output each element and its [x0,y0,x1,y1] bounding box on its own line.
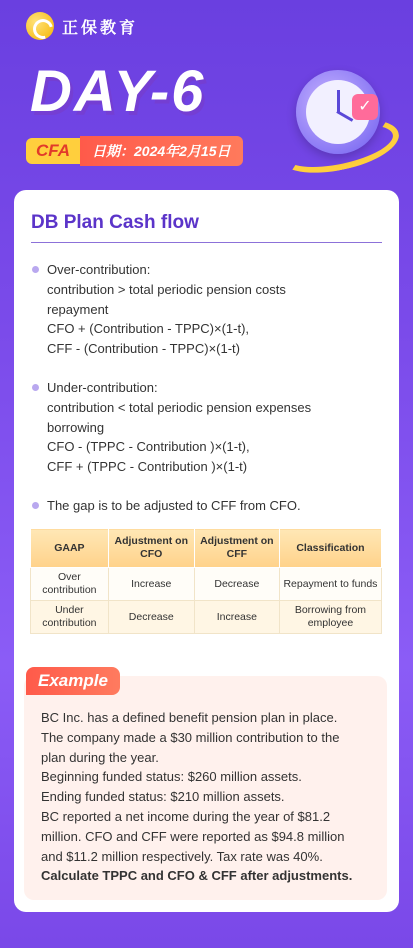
bullet-gap-note [31,496,382,516]
table-header-row [31,529,382,568]
bullet-line: CFO + (Contribution - TPPC)×(1-t), [47,321,250,337]
table-cell: Over contribution [31,568,109,601]
table-row [31,601,382,634]
example-line: plan during the year. [41,749,159,765]
bullet-line: borrowing [47,419,105,435]
table-cell: Decrease [194,568,279,601]
bullet-line: contribution < total periodic pension expenses [47,399,312,415]
title-divider [31,242,382,243]
example-line: and $11.2 million respectively. Tax rate was 40%. [41,848,323,864]
table-cell: Repayment to funds [279,568,381,601]
table-cell: Borrowing from employee [279,601,381,634]
table-cell: Decrease [108,601,194,634]
bullet-line: Under-contribution: [47,379,158,395]
bullet-over-contribution [31,260,382,359]
bullet-under-contribution [31,378,382,477]
brand-logo [26,12,138,40]
brand-logo-icon [26,12,54,40]
example-line: Ending funded status: $210 million assets. [41,789,285,805]
table-header-cell: Adjustment on CFF [194,529,279,568]
subject-date-tag [26,136,243,166]
adjustment-table [30,528,382,634]
bullet-line: CFO - (TPPC - Contribution )×(1-t), [47,439,250,455]
table-row [31,568,382,601]
content-card [14,190,399,912]
bullet-list [31,260,382,535]
clock-illustration-icon [290,60,390,160]
table-cell: Under contribution [31,601,109,634]
bullet-line: Over-contribution: [47,262,151,277]
example-text [41,708,381,886]
bullet-line: contribution > total periodic pension costs [47,281,286,297]
bullet-line: CFF + (TPPC - Contribution )×(1-t) [47,459,248,475]
example-line: BC reported a net income during the year of $81.2 [41,808,331,824]
example-line: The company made a $30 million contribution to the [41,729,340,745]
bullet-line: CFF - (Contribution - TPPC)×(1-t) [47,341,240,357]
bullet-line: The gap is to be adjusted to CFF from CFO. [47,497,301,513]
table-header-cell: Adjustment on CFO [108,529,194,568]
table-header-cell: GAAP [31,529,109,568]
example-question: Calculate TPPC and CFO & CFF after adjustments. [41,868,353,884]
check-icon: ✓ [352,94,378,120]
subject-tag: CFA [26,138,80,164]
brand-name: 正保教育 [62,19,139,37]
example-label: Example [26,667,120,695]
bullet-line: repayment [47,301,109,317]
section-title: DB Plan Cash flow [31,212,199,233]
date-label: 日期：2024年2月15日 [80,136,243,166]
table-header-cell: Classification [279,529,381,568]
example-line: million. CFO and CFF were reported as $94.8 million [41,828,345,844]
day-title: DAY-6 [30,59,206,124]
example-line: Beginning funded status: $260 million assets. [41,769,302,785]
example-line: BC Inc. has a defined benefit pension plan in place. [41,710,338,725]
table-cell: Increase [108,568,194,601]
table-cell: Increase [194,601,279,634]
